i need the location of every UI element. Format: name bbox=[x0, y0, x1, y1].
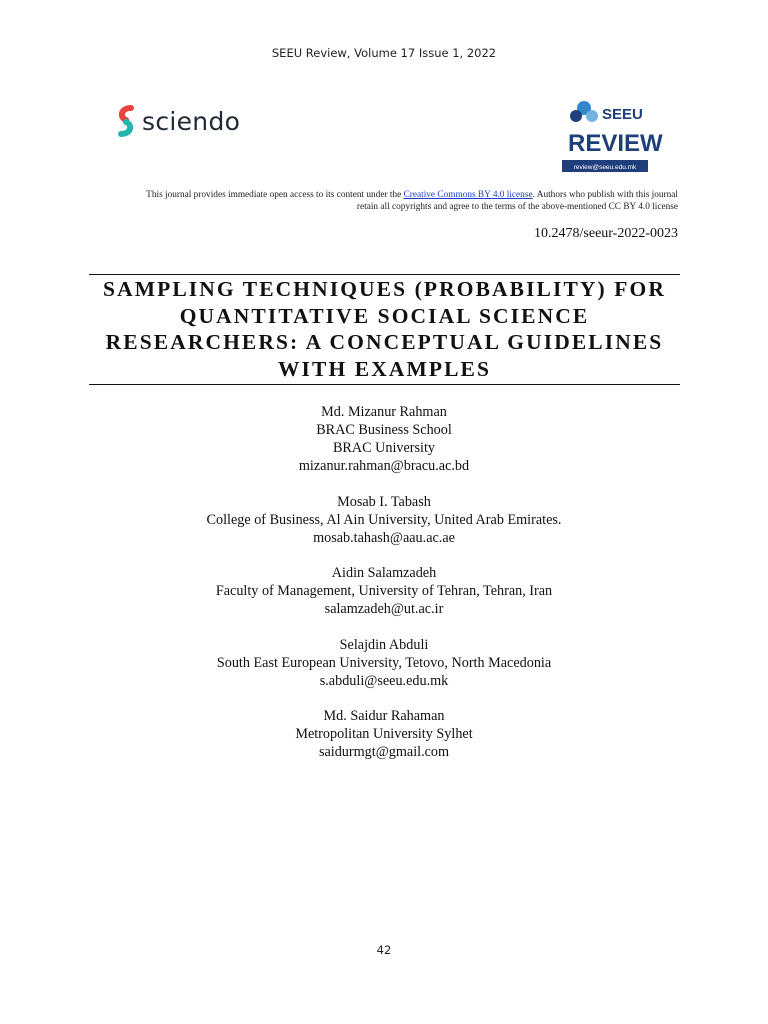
author-email: s.abduli@seeu.edu.mk bbox=[319, 672, 449, 689]
author-block bbox=[0, 564, 768, 618]
author-name: Selajdin Abduli bbox=[339, 636, 429, 653]
author-name: Aidin Salamzadeh bbox=[331, 565, 437, 581]
author-email: saidurmgt@gmail.com bbox=[318, 744, 450, 760]
page-number: 42 bbox=[376, 943, 392, 957]
doi: 10.2478/seeur-2022-0023 bbox=[534, 226, 678, 241]
title-line: WITH EXAMPLES bbox=[277, 356, 492, 381]
author-email: mizanur.rahman@bracu.ac.bd bbox=[298, 458, 470, 474]
author-affiliation: BRAC University bbox=[332, 440, 436, 456]
author-email: salamzadeh@ut.ac.ir bbox=[324, 601, 444, 617]
title-line: SAMPLING TECHNIQUES (PROBABILITY) FOR bbox=[103, 277, 666, 301]
sciendo-logo bbox=[116, 106, 240, 136]
author-affiliation: Metropolitan University Sylhet bbox=[295, 726, 473, 742]
license-text-pre: This journal provides immediate open access to its content under the bbox=[146, 190, 404, 200]
license-notice bbox=[90, 189, 678, 213]
author-block bbox=[0, 493, 768, 547]
review-label: REVIEW bbox=[568, 130, 663, 157]
title-rule-top bbox=[89, 274, 680, 275]
running-head: SEEU Review, Volume 17 Issue 1, 2022 bbox=[271, 46, 497, 60]
author-name: Mosab I. Tabash bbox=[337, 493, 431, 510]
license-text-post: . Authors who publish with this journal bbox=[532, 190, 678, 200]
sciendo-s-icon bbox=[116, 106, 136, 136]
author-block bbox=[0, 403, 768, 475]
author-name: Md. Saidur Rahaman bbox=[323, 708, 445, 724]
author-affiliation: College of Business, Al Ain University, United Arab Emirates. bbox=[206, 511, 562, 528]
seeu-email: review@seeu.edu.mk bbox=[573, 164, 637, 171]
seeu-review-logo bbox=[562, 94, 663, 173]
paper-title bbox=[89, 276, 680, 382]
title-line: RESEARCHERS: A CONCEPTUAL GUIDELINES bbox=[105, 330, 664, 354]
license-link[interactable]: Creative Commons BY 4.0 license bbox=[403, 190, 533, 200]
author-affiliation: BRAC Business School bbox=[316, 422, 452, 438]
author-name: Md. Mizanur Rahman bbox=[321, 404, 447, 420]
seeu-emblem-icon bbox=[570, 101, 598, 122]
license-text-line2: retain all copyrights and agree to the terms of the above-mentioned CC BY 4.0 license bbox=[356, 202, 678, 213]
sciendo-wordmark: sciendo bbox=[142, 106, 241, 136]
title-line: QUANTITATIVE SOCIAL SCIENCE bbox=[179, 303, 590, 328]
seeu-label: SEEU bbox=[602, 106, 643, 123]
author-affiliation: South East European University, Tetovo, North Macedonia bbox=[216, 654, 552, 671]
title-rule-bottom bbox=[89, 384, 680, 385]
author-block bbox=[0, 636, 768, 690]
author-list bbox=[0, 403, 768, 779]
author-affiliation: Faculty of Management, University of Tehran, Tehran, Iran bbox=[215, 583, 553, 599]
author-block bbox=[0, 707, 768, 761]
author-email: mosab.tahash@aau.ac.ae bbox=[313, 529, 455, 546]
